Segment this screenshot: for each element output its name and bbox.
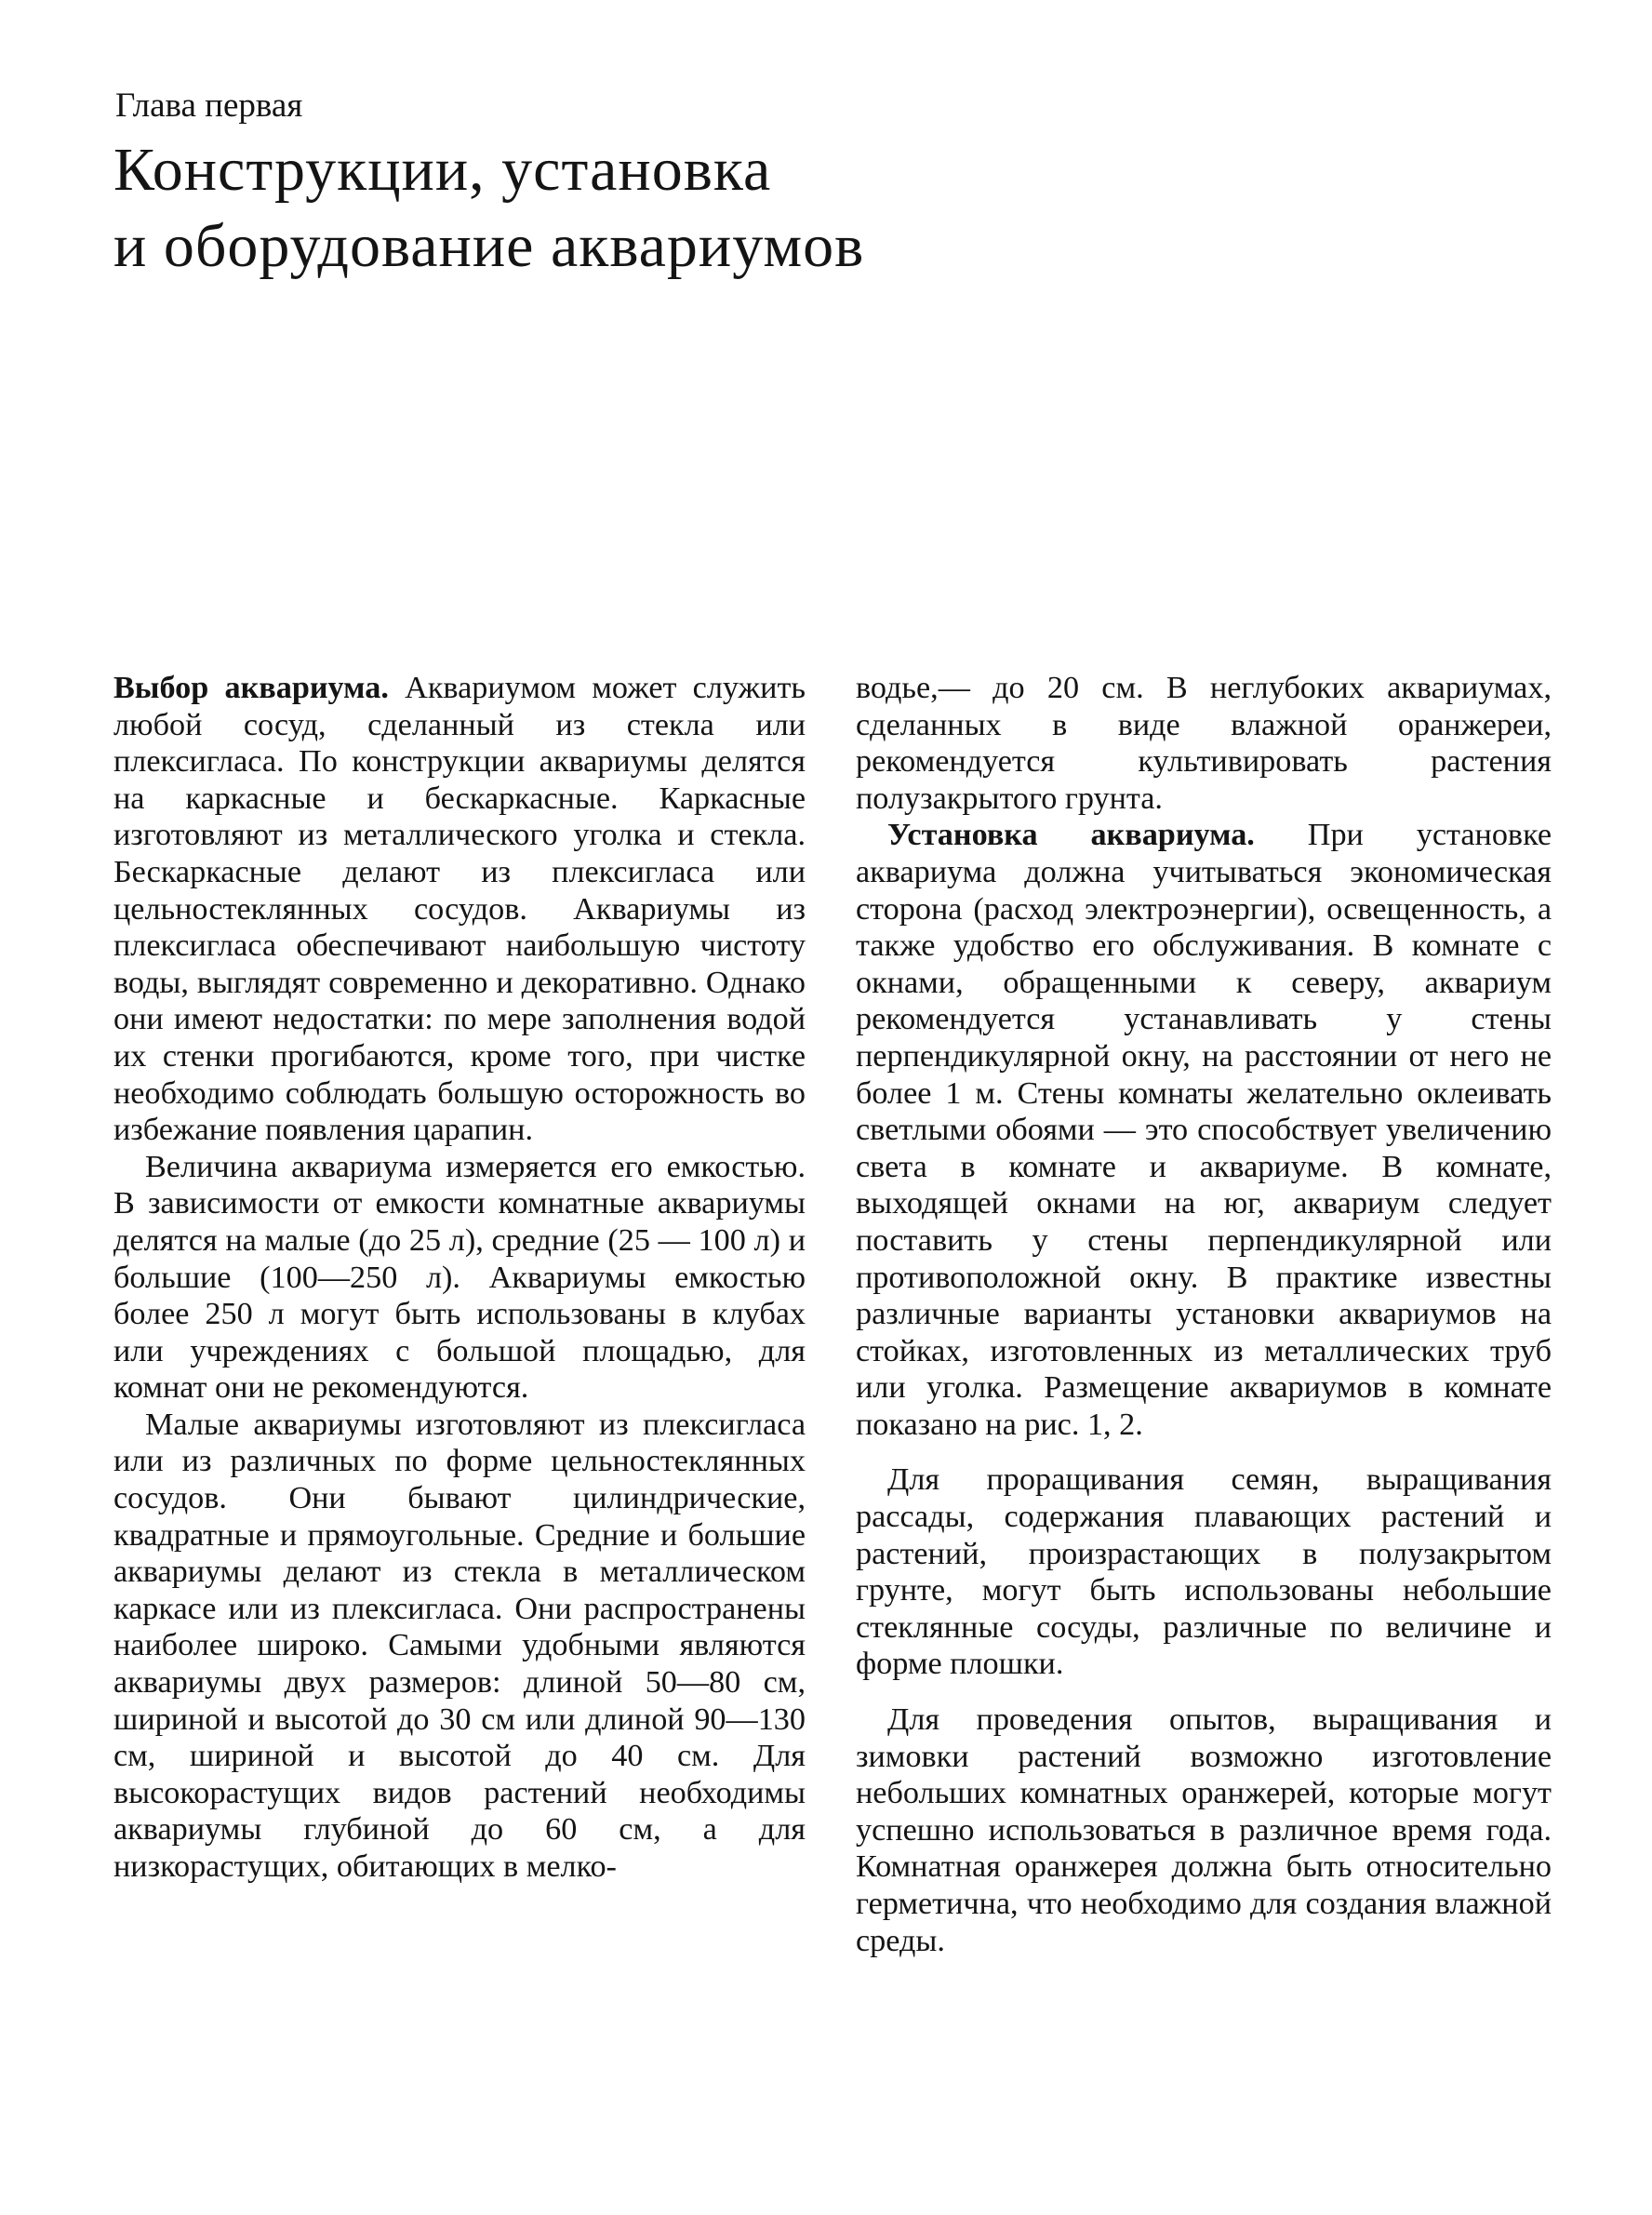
right-text-column bbox=[856, 670, 1552, 1959]
chapter-title-line-1: Конструкции, установка bbox=[113, 136, 772, 204]
paragraph-text: Аквариумом может служить любой сосуд, сделанный из стекла или плексигласа. По конструкции аквариумы делятся на каркасные и бескаркасные. Каркасные изготовляют из металлического уголка и стекла. Бескаркасные делают из плексигласа или цельностеклянных сосудов. Аквариумы из плексигласа обеспечивают наибольшую чистоту воды, выглядят современно и декоративно. Однако они имеют недостатки: по мере заполнения водой их стенки прогибаются, кроме того, при чистке необходимо соблюдать большую осторожность во избежание появления царапин. bbox=[113, 671, 806, 1148]
paragraph-seed-germination: Для проращивания семян, выращивания рассады, содержания плавающих растений и растений, произрастающих в полузакрытом грунте, могут быть использованы небольшие стеклянные сосуды, различные по величине и форме плошки. bbox=[856, 1462, 1552, 1682]
section-heading-aquarium-installation: Установка аквариума. bbox=[887, 818, 1255, 853]
left-text-column bbox=[113, 670, 806, 1886]
chapter-label: Глава первая bbox=[115, 87, 303, 125]
paragraph-aquarium-installation bbox=[856, 817, 1552, 1443]
paragraph-text: При установке аквариума должна учитываться экономическая сторона (расход электроэнергии), освещенность, а также удобство его обслуживания. В комнате с окнами, обращенными к северу, аквариум рекомендуется устанавливать у стены перпендикулярной окну, на расстоянии от него не более 1 м. Стены комнаты желательно оклеивать светлыми обоями — это способствует увеличению света в комнате и аквариуме. В комнате, выходящей окнами на юг, аквариум следует поставить у стены перпендикулярной или противоположной окну. В практике известны различные варианты установки аквариумов на стойках, изготовленных из металлических труб или уголка. Размещение аквариумов в комнате показано на рис. 1, 2. bbox=[856, 818, 1552, 1442]
paragraph-indoor-greenhouse: Для проведения опытов, выращивания и зимовки растений возможно изготовление небольших комнатных оранжерей, которые могут успешно использоваться в различное время года. Комнатная оранжерея должна быть относительно герметична, что необходимо для создания влажной среды. bbox=[856, 1702, 1552, 1958]
paragraph-aquarium-size: Величина аквариума измеряется его емкостью. В зависимости от емкости комнатные аквариумы делятся на малые (до 25 л), средние (25 — 100 л) и большие (100—250 л). Аквариумы емкостью более 250 л могут быть использованы в клубах или учреждениях с большой площадью, для комнат они не рекомендуются. bbox=[113, 1149, 806, 1406]
chapter-title bbox=[113, 132, 864, 285]
section-heading-aquarium-choice: Выбор аквариума. bbox=[113, 671, 389, 705]
paragraph-continuation: водье,— до 20 см. В неглубоких аквариумах, сделанных в виде влажной оранжереи, рекомендуется культивировать растения полузакрытого грунта. bbox=[856, 671, 1552, 816]
paragraph-aquarium-choice bbox=[113, 670, 806, 1149]
chapter-title-line-2: и оборудование аквариумов bbox=[113, 212, 865, 280]
paragraph-small-aquariums: Малые аквариумы изготовляют из плексигласа или из различных по форме цельностеклянных сосудов. Они бывают цилиндрические, квадратные и прямоугольные. Средние и большие аквариумы делают из стекла в металлическом каркасе или из плексигласа. Они распространены наиболее широко. Самыми удобными являются аквариумы двух размеров: длиной 50—80 см, шириной и высотой до 30 см или длиной 90—130 см, шириной и высотой до 40 см. Для высокорастущих видов растений необходимы аквариумы глубиной до 60 см, а для низкорастущих, обитающих в мелко- bbox=[113, 1407, 806, 1884]
